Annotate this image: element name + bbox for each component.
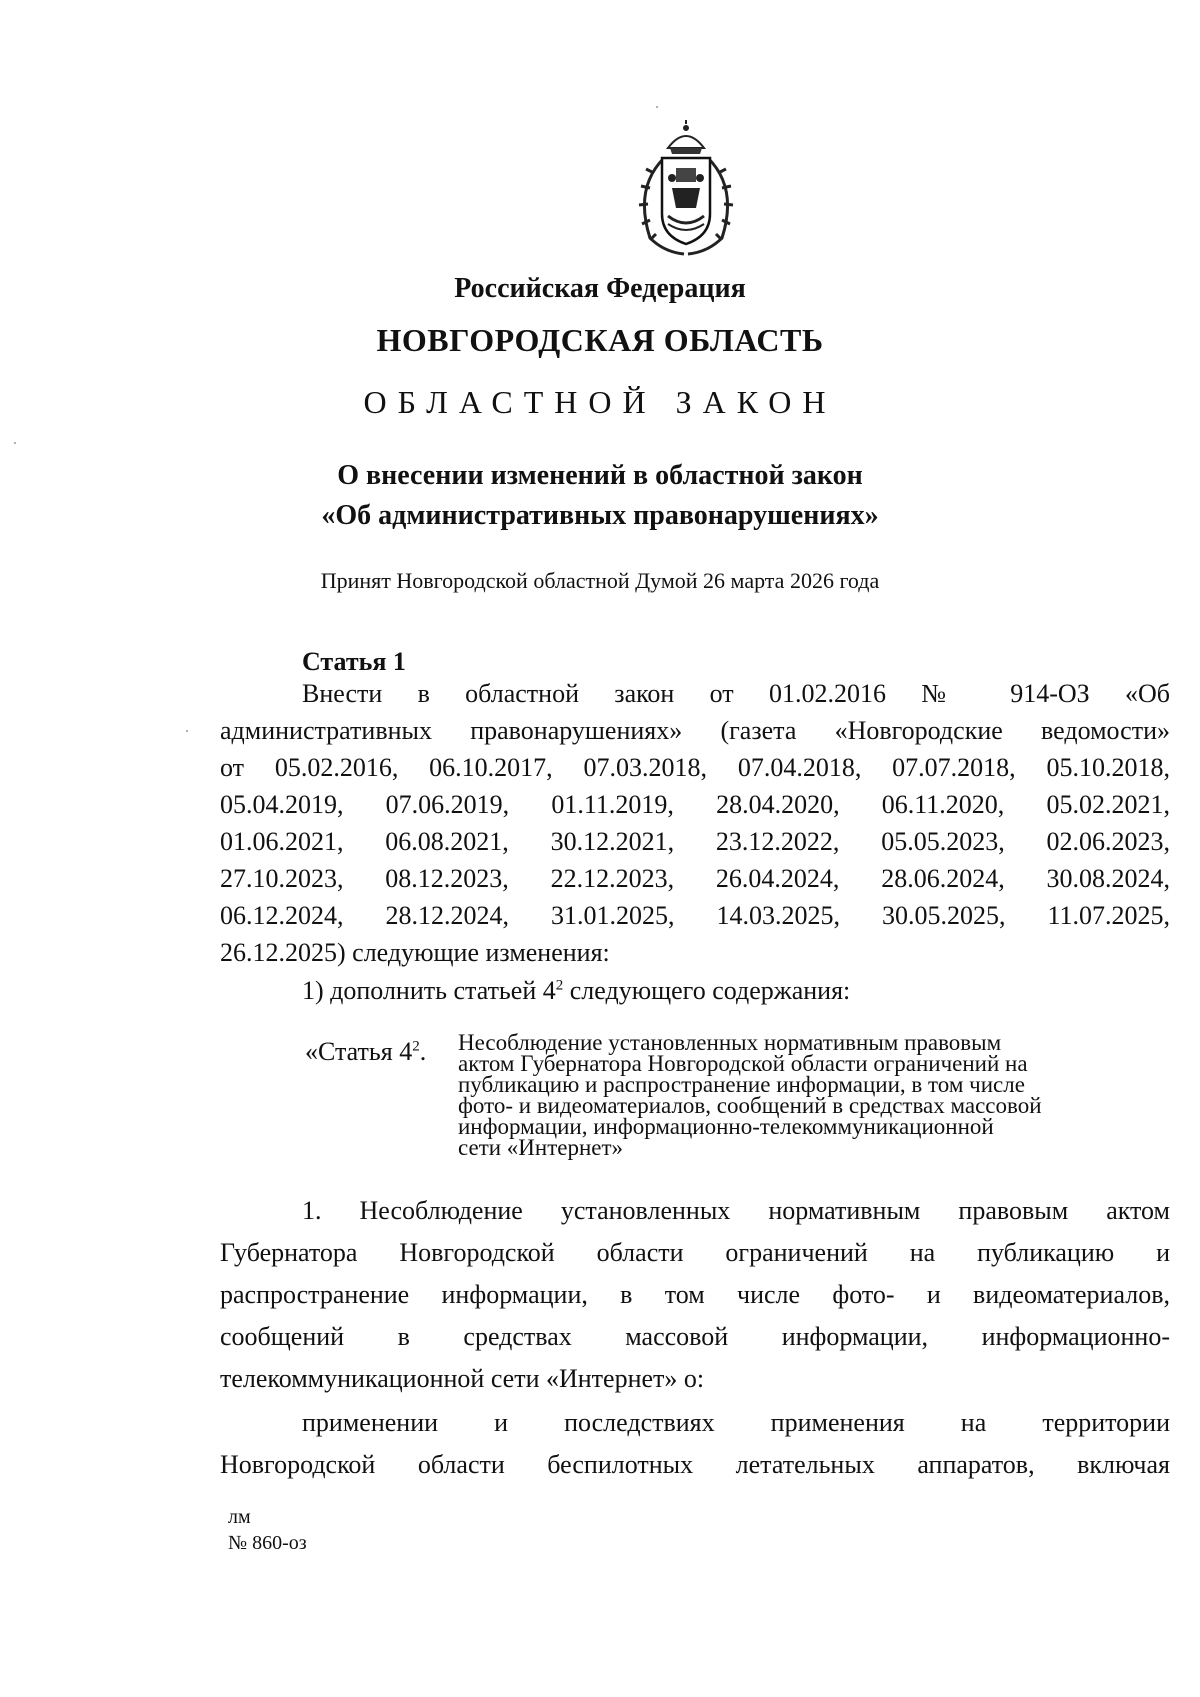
footer-code: лм: [228, 1506, 251, 1528]
article-4-2-paragraph-line: Новгородской области беспилотных летательных аппаратов, включая: [220, 1450, 1170, 1479]
law-title-line-2: «Об административных правонарушениях»: [321, 500, 879, 531]
law-title-line-1: О внесении изменений в областной закон: [337, 460, 863, 491]
scan-speck: [14, 442, 16, 444]
article-4-2-label: «Статья $4^2$.: [305, 1037, 427, 1066]
article-4-2-paragraph-line: распространение информации, в том числе фото- и видеоматериалов,: [220, 1280, 1170, 1309]
footer-number: № 860-оз: [228, 1532, 307, 1554]
article-4-2-paragraph-line: 1. Несоблюдение установленных нормативным правовым актом: [302, 1196, 1170, 1225]
article-1-line: 27.10.2023, 08.12.2023, 22.12.2023, 26.04.2024, 28.06.2024, 30.08.2024,: [220, 864, 1170, 893]
scan-speck: [186, 730, 188, 732]
article-1-line: административных правонарушениях» (газета «Новгородские ведомости»: [220, 716, 1170, 745]
article-4-2-title-line: фото- и видеоматериалов, сообщений в средствах массовой: [458, 1093, 1042, 1118]
article-4-2-paragraph-line: сообщений в средствах массовой информации, информационно-: [220, 1322, 1170, 1351]
adoption-note: Принят Новгородской областной Думой 26 марта 2026 года: [320, 568, 880, 593]
article-4-2-title-line: Несоблюдение установленных нормативным правовым: [458, 1030, 1002, 1055]
country-name: Российская Федерация: [454, 273, 746, 304]
article-4-2-paragraph-line: применении и последствиях применения на территории: [302, 1408, 1170, 1437]
article-4-2-title-line: актом Губернатора Новгородской области ограничений на: [458, 1051, 1028, 1076]
article-1-line: 05.04.2019, 07.06.2019, 01.11.2019, 28.04.2020, 06.11.2020, 05.02.2021,: [220, 790, 1170, 819]
article-4-2-title: [458, 1032, 1178, 1158]
scan-speck: [656, 106, 658, 108]
article-1-line: от 05.02.2016, 06.10.2017, 07.03.2018, 07.04.2018, 07.07.2018, 05.10.2018,: [220, 753, 1170, 782]
article-1-line: 06.12.2024, 28.12.2024, 31.01.2025, 14.03.2025, 30.05.2025, 11.07.2025,: [220, 901, 1170, 930]
article-4-2-title-line: сети «Интернет»: [458, 1135, 624, 1160]
article-1-heading: Статья 1: [302, 647, 406, 676]
article-4-2-title-line: информации, информационно-телекоммуникационной: [458, 1114, 994, 1139]
document-type: ОБЛАСТНОЙ ЗАКОН: [363, 384, 837, 420]
article-4-2-paragraph-line: Губернатора Новгородской области ограничений на публикацию и: [220, 1238, 1170, 1267]
article-4-2-paragraph-line: телекоммуникационной сети «Интернет» о:: [220, 1364, 705, 1393]
article-1-line: 26.12.2025) следующие изменения:: [220, 938, 610, 967]
article-1-line: Внести в областной закон от 01.02.2016 № 914-ОЗ «Об: [302, 679, 1170, 708]
novgorod-coat-of-arms-icon: [624, 118, 748, 260]
article-1-line: 01.06.2021, 06.08.2021, 30.12.2021, 23.12.2022, 05.05.2023, 02.06.2023,: [220, 827, 1170, 856]
region-name: НОВГОРОДСКАЯ ОБЛАСТЬ: [376, 322, 824, 358]
article-4-2-title-line: публикацию и распространение информации, в том числе: [458, 1072, 1025, 1097]
amendment-item-1: 1) дополнить статьей $4^2$ следующего содержания:: [302, 976, 851, 1005]
